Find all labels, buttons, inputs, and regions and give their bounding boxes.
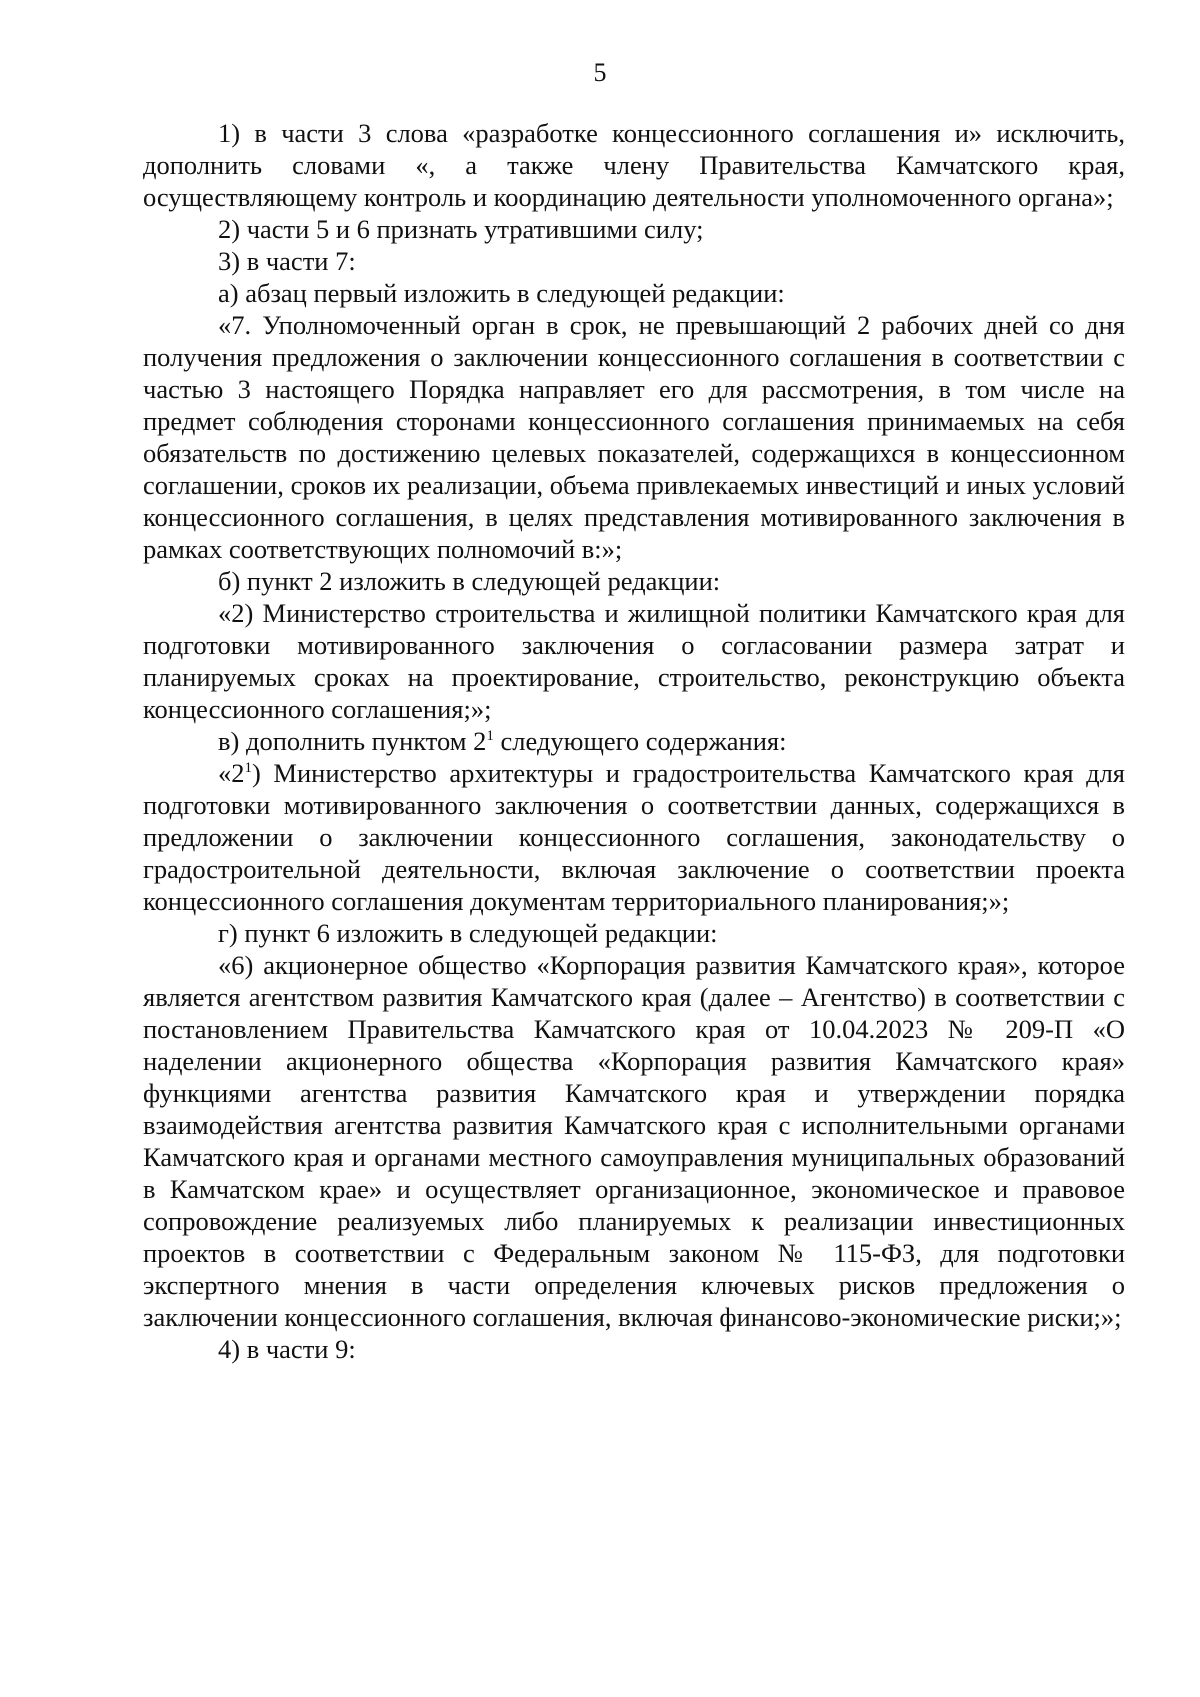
quoted-clause-6: «6) акционерное общество «Корпорация развития Камчатского края», которое является агентством развития Камчатского края (далее – Агентство) в соответствии с постановлением Правительства Камчатского края от 10.04.2023 № 209-П «О наделении акционерного общества «Корпорация развития Камчатского края» функциями агентства развития Камчатского края и утверждении порядка взаимодействия агентства развития Камчатского края с исполнительными органами Камчатского края и органами местного самоуправления муниципальных образований в Камчатском крае» и осуществляет организационное, экономическое и правовое сопровождение реализуемых либо планируемых к реализации инвестиционных проектов в соответствии с Федеральным законом № 115-ФЗ, для подготовки экспертного мнения в части определения ключевых рисков предложения о заключении концессионного соглашения, включая финансово-экономические риски;»; xyxy=(143,950,1125,1332)
quoted-clause-7: «7. Уполномоченный орган в срок, не превышающий 2 рабочих дней со дня получения предложения о заключении концессионного соглашения в соответствии с частью 3 настоящего Порядка направляет его для рассмотрения, в том числе на предмет соблюдения сторонами концессионного соглашения принимаемых на себя обязательств по достижению целевых показателей, содержащихся в концессионном соглашении, сроков их реализации, объема привлекаемых инвестиций и иных условий концессионного соглашения, в целях представления мотивированного заключения в рамках соответствующих полномочий в:»; xyxy=(143,310,1125,564)
document-body xyxy=(143,117,1125,1365)
paragraph-item-4: 4) в части 9: xyxy=(218,1334,356,1364)
paragraph-subitem-b: б) пункт 2 изложить в следующей редакции: xyxy=(218,566,721,596)
subitem-v-text-after: следующего содержания: xyxy=(493,726,787,756)
superscript-index: 1 xyxy=(486,728,494,745)
page-number: 5 xyxy=(593,58,607,87)
clause-2-1-text-before: «2 xyxy=(218,758,245,788)
paragraph-item-2: 2) части 5 и 6 признать утратившими силу; xyxy=(218,214,704,244)
paragraph-item-1: 1) в части 3 слова «разработке концессионного соглашения и» исключить, дополнить словами «, а также члену Правительства Камчатского края, осуществляющему контроль и координацию деятельности уполномоченного органа»; xyxy=(143,118,1125,212)
quoted-clause-2-1 xyxy=(143,757,1125,917)
paragraph-subitem-a: а) абзац первый изложить в следующей редакции: xyxy=(218,278,785,308)
paragraph-subitem-v xyxy=(143,725,1125,757)
paragraph-subitem-g: г) пункт 6 изложить в следующей редакции: xyxy=(218,918,718,948)
quoted-clause-2: «2) Министерство строительства и жилищной политики Камчатского края для подготовки мотивированного заключения о согласовании размера затрат и планируемых сроках на проектирование, строительство, реконструкцию объекта концессионного соглашения;»; xyxy=(143,598,1125,724)
paragraph-item-3: 3) в части 7: xyxy=(218,246,356,276)
superscript-index: 1 xyxy=(244,760,252,777)
clause-2-1-text-after: ) Министерство архитектуры и градостроительства Камчатского края для подготовки мотивированного заключения о соответствии данных, содержащихся в предложении о заключении концессионного соглашения, законодательству о градостроительной деятельности, включая заключение о соответствии проекта концессионного соглашения документам территориального планирования;»; xyxy=(143,758,1125,916)
subitem-v-text-before: в) дополнить пунктом 2 xyxy=(218,726,487,756)
